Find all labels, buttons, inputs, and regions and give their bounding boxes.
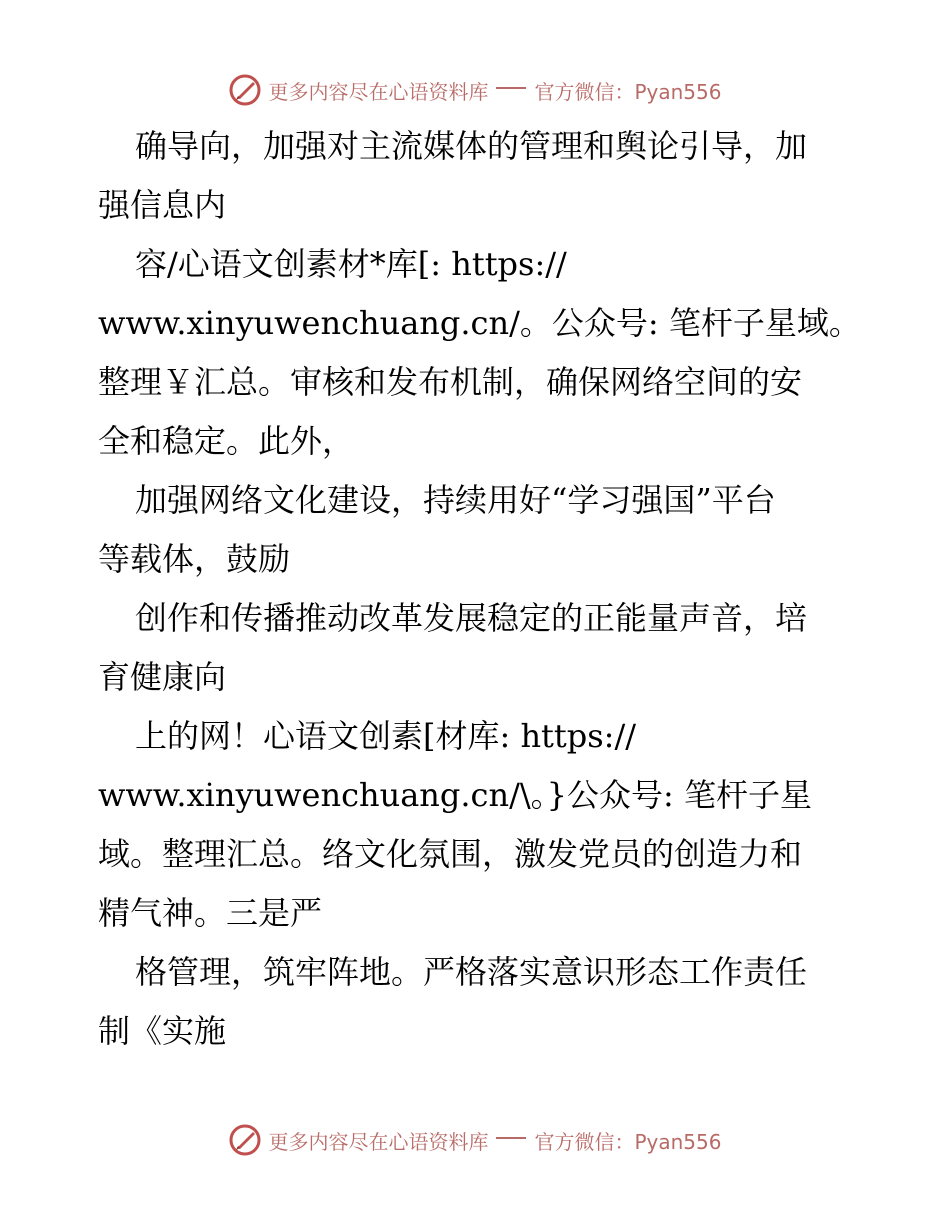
body-line: 育健康向 (98, 658, 227, 696)
body-line: 加强网络文化建设，持续用好“学习强国”平台 (135, 481, 776, 519)
header-watermark (0, 70, 950, 110)
body-line: 制《实施 (98, 1012, 227, 1050)
watermark-dash (496, 1137, 526, 1139)
body-line: 域。整理汇总。络文化氛围，激发党员的创造力和 (98, 835, 803, 873)
body-line: 全和稳定。此外， (98, 422, 355, 460)
body-line: 上的网！心语文创素[材库: https:// (135, 717, 637, 755)
footer-watermark (0, 1120, 950, 1160)
body-line: www.xinyuwenchuang.cn/\。}公众号: 笔杆子星 (98, 776, 812, 814)
quill-logo-icon (228, 1123, 262, 1157)
watermark-text: 更多内容尽在心语资料库 (268, 1129, 489, 1154)
document-body (98, 117, 861, 1061)
body-line: 创作和传播推动改革发展稳定的正能量声音，培 (135, 599, 808, 637)
body-line: www.xinyuwenchuang.cn/。公众号: 笔杆子星域。 (98, 304, 861, 342)
body-line: 确导向，加强对主流媒体的管理和舆论引导，加 (135, 127, 808, 165)
body-line: 精气神。三是严 (98, 894, 323, 932)
watermark-text: 更多内容尽在心语资料库 (268, 79, 489, 104)
body-line: 整理￥汇总。审核和发布机制，确保网络空间的安 (98, 363, 803, 401)
watermark-contact: 官方微信：Pyan556 (534, 1129, 722, 1154)
quill-logo-icon (228, 73, 262, 107)
body-line: 容/心语文创素材*库[: https:// (135, 245, 567, 283)
watermark-dash (496, 87, 526, 89)
body-line: 等载体，鼓励 (98, 540, 291, 578)
body-line: 强信息内 (98, 186, 227, 224)
watermark-contact: 官方微信：Pyan556 (534, 79, 722, 104)
body-line: 格管理，筑牢阵地。严格落实意识形态工作责任 (135, 953, 808, 991)
